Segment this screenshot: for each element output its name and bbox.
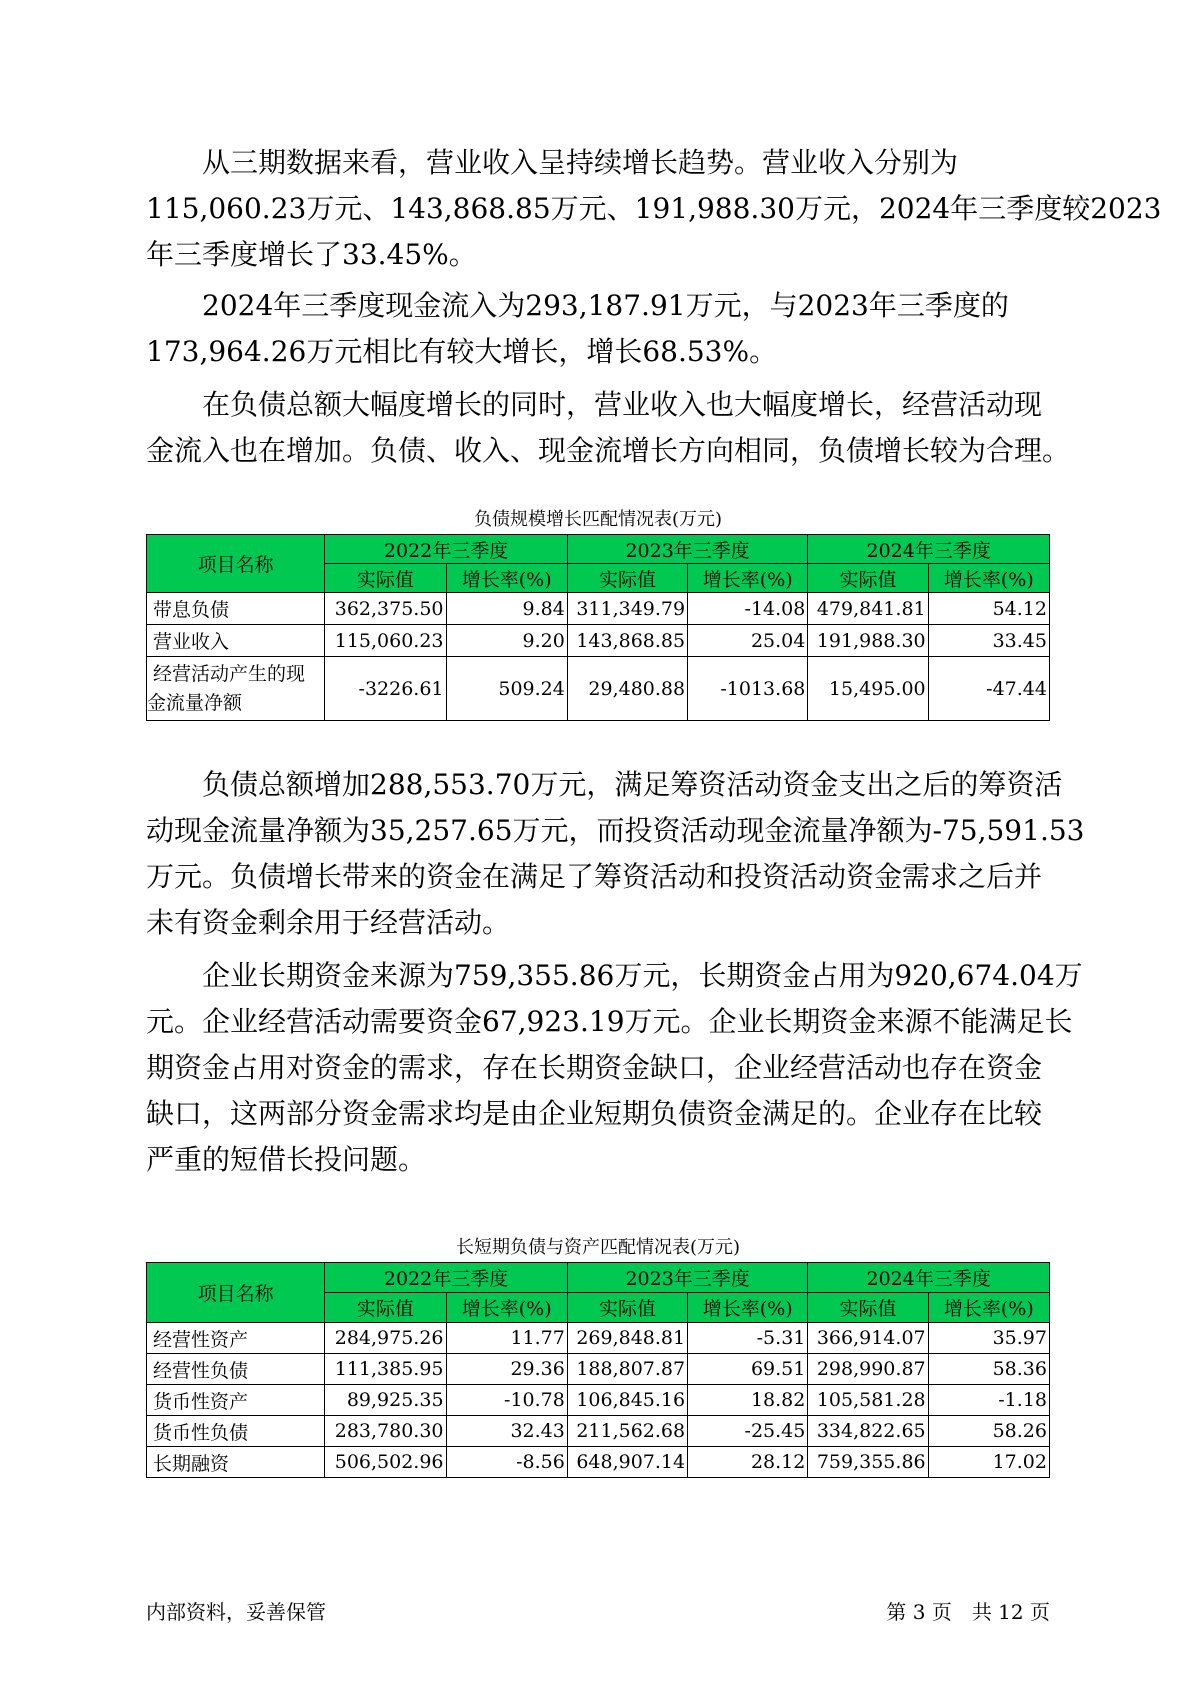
row-label: 营业收入 [147,625,325,657]
paragraph-line: 金流入也在增加。负债、收入、现金流增长方向相同，负债增长较为合理。 [146,434,1071,467]
cell-value: 143,868.85 [567,625,687,657]
cell-value: 506,502.96 [325,1447,446,1478]
cell-value: -14.08 [688,593,808,625]
cell-value: 28.12 [688,1447,808,1478]
growth-rate-header: 增长率(%) [688,564,808,593]
cell-value: 479,841.81 [808,593,928,625]
cell-value: 648,907.14 [567,1447,687,1478]
row-label-line: 金流量净额 [147,691,243,714]
item-name-header: 项目名称 [147,535,325,593]
cell-value: 284,975.26 [325,1323,446,1354]
period-header: 2024年三季度 [808,1263,1050,1293]
row-label: 货币性资产 [147,1385,325,1416]
table-row [147,1447,1050,1478]
paragraph-line: 2024年三季度现金流入为293,187.91万元，与2023年三季度的 [202,289,1009,322]
growth-rate-header: 增长率(%) [928,564,1049,593]
paragraph-line: 173,964.26万元相比有较大增长，增长68.53%。 [146,335,778,368]
cell-value: 188,807.87 [567,1354,687,1385]
cell-value: 211,562.68 [567,1416,687,1447]
table-2 [146,1262,1050,1478]
cell-value: 311,349.79 [567,593,687,625]
table-row [147,1385,1050,1416]
row-label: 长期融资 [147,1447,325,1478]
table-row [147,657,1050,721]
cell-value: 15,495.00 [808,657,928,721]
row-label: 货币性负债 [147,1416,325,1447]
footer-left: 内部资料，妥善保管 [146,1600,326,1624]
cell-value: -3226.61 [325,657,446,721]
table-2-caption: 长短期负债与资产匹配情况表(万元) [455,1237,741,1258]
paragraph-line: 未有资金剩余用于经营活动。 [146,906,511,939]
cell-value: 9.20 [446,625,567,657]
paragraph-line: 115,060.23万元、143,868.85万元、191,988.30万元，2024年三季度较2023 [146,192,1162,225]
cell-value: 9.84 [446,593,567,625]
cell-value: 18.82 [688,1385,808,1416]
table-row [147,625,1050,657]
actual-value-header: 实际值 [567,564,687,593]
cell-value: -5.31 [688,1323,808,1354]
cell-value: 25.04 [688,625,808,657]
paragraph-line: 年三季度增长了33.45%。 [146,238,477,271]
table-row [147,593,1050,625]
cell-value: 54.12 [928,593,1049,625]
cell-value: -8.56 [446,1447,567,1478]
paragraph-line: 期资金占用对资金的需求，存在长期资金缺口，企业经营活动也存在资金 [146,1051,1043,1084]
paragraph-line: 从三期数据来看，营业收入呈持续增长趋势。营业收入分别为 [202,146,959,179]
actual-value-header: 实际值 [808,1293,928,1323]
cell-value: 509.24 [446,657,567,721]
paragraph-2 [146,283,1050,375]
table-row [147,1416,1050,1447]
cell-value: 191,988.30 [808,625,928,657]
cell-value: 32.43 [446,1416,567,1447]
cell-value: 106,845.16 [567,1385,687,1416]
paragraph-line: 万元。负债增长带来的资金在满足了筹资活动和投资活动资金需求之后并 [146,860,1043,893]
cell-value: 334,822.65 [808,1416,928,1447]
paragraph-line: 缺口，这两部分资金需求均是由企业短期负债资金满足的。企业存在比较 [146,1097,1043,1130]
cell-value: 115,060.23 [325,625,446,657]
growth-rate-header: 增长率(%) [928,1293,1049,1323]
row-label: 经营性资产 [147,1323,325,1354]
cell-value: -1013.68 [688,657,808,721]
cell-value: 58.26 [928,1416,1049,1447]
cell-value: -1.18 [928,1385,1049,1416]
paragraph-1 [146,140,1162,278]
cell-value: 269,848.81 [567,1323,687,1354]
paragraph-4 [146,762,1085,946]
row-label: 经营性负债 [147,1354,325,1385]
paragraph-5 [146,953,1083,1183]
paragraph-line: 动现金流量净额为35,257.65万元，而投资活动现金流量净额为-75,591.53 [146,814,1085,847]
growth-rate-header: 增长率(%) [688,1293,808,1323]
cell-value: 283,780.30 [325,1416,446,1447]
cell-value: 33.45 [928,625,1049,657]
cell-value: 366,914.07 [808,1323,928,1354]
period-header: 2022年三季度 [325,1263,568,1293]
cell-value: 29,480.88 [567,657,687,721]
paragraph-line: 在负债总额大幅度增长的同时，营业收入也大幅度增长，经营活动现 [202,388,1043,421]
period-header: 2022年三季度 [325,535,568,564]
cell-value: 89,925.35 [325,1385,446,1416]
period-header: 2023年三季度 [567,535,808,564]
actual-value-header: 实际值 [325,564,446,593]
actual-value-header: 实际值 [808,564,928,593]
cell-value: 17.02 [928,1447,1049,1478]
table-1 [146,534,1050,721]
table-1-caption: 负债规模增长匹配情况表(万元) [473,509,723,530]
cell-value: -25.45 [688,1416,808,1447]
row-label-line: 经营活动产生的现 [153,662,306,685]
cell-value: -47.44 [928,657,1049,721]
row-label: 带息负债 [147,593,325,625]
cell-value: 35.97 [928,1323,1049,1354]
period-header: 2024年三季度 [808,535,1050,564]
paragraph-3 [146,382,1071,474]
cell-value: 362,375.50 [325,593,446,625]
table-row [147,1323,1050,1354]
cell-value: 11.77 [446,1323,567,1354]
cell-value: 69.51 [688,1354,808,1385]
actual-value-header: 实际值 [325,1293,446,1323]
row-label [147,657,325,721]
actual-value-header: 实际值 [567,1293,687,1323]
table-row [147,1354,1050,1385]
cell-value: 58.36 [928,1354,1049,1385]
cell-value: -10.78 [446,1385,567,1416]
cell-value: 29.36 [446,1354,567,1385]
paragraph-line: 负债总额增加288,553.70万元，满足筹资活动资金支出之后的筹资活 [202,768,1063,801]
growth-rate-header: 增长率(%) [446,1293,567,1323]
cell-value: 298,990.87 [808,1354,928,1385]
growth-rate-header: 增长率(%) [446,564,567,593]
footer-page-number: 第 3 页 共 12 页 [886,1600,1050,1624]
paragraph-line: 企业长期资金来源为759,355.86万元，长期资金占用为920,674.04万 [202,959,1083,992]
period-header: 2023年三季度 [567,1263,808,1293]
paragraph-line: 元。企业经营活动需要资金67,923.19万元。企业长期资金来源不能满足长 [146,1005,1073,1038]
cell-value: 111,385.95 [325,1354,446,1385]
cell-value: 759,355.86 [808,1447,928,1478]
item-name-header: 项目名称 [147,1263,325,1323]
paragraph-line: 严重的短借长投问题。 [146,1143,427,1176]
cell-value: 105,581.28 [808,1385,928,1416]
